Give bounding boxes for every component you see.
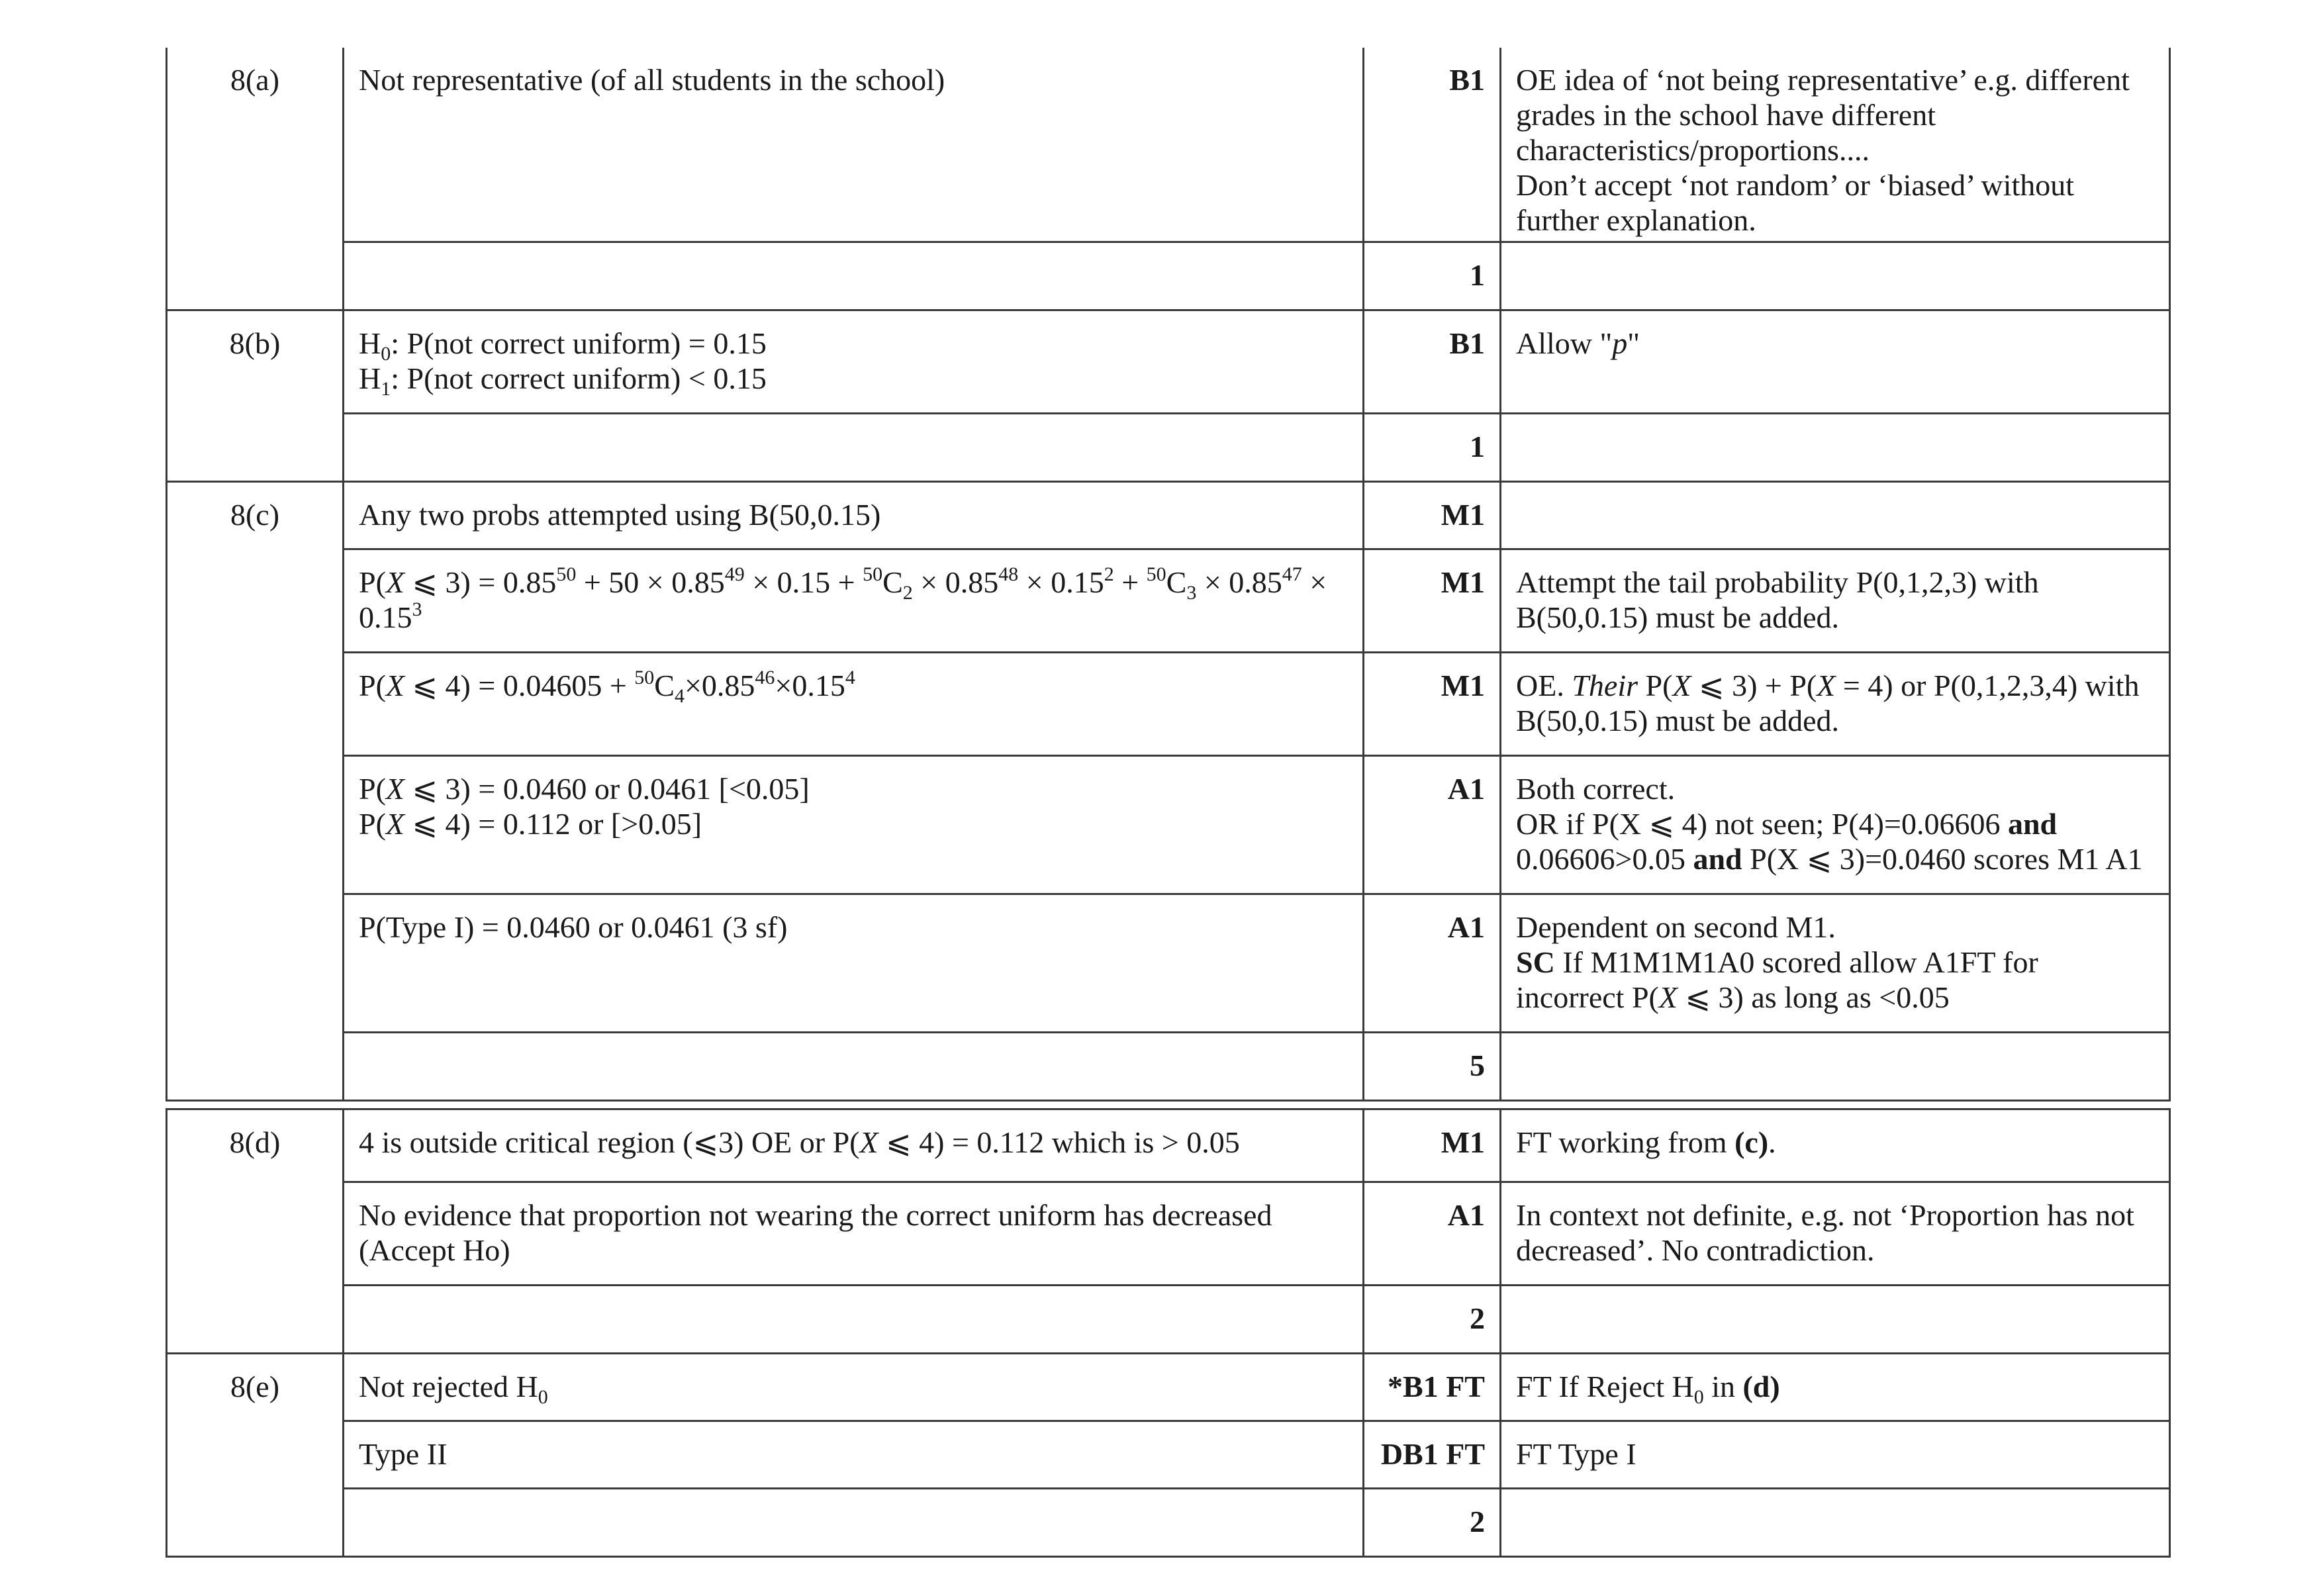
guidance-cell: OE. Their P(X ⩽ 3) + P(X = 4) or P(0,1,2,3,4) with B(50,0.15) must be added. — [1501, 652, 2170, 755]
guidance-cell: Allow "p" — [1501, 310, 2170, 413]
mark-cell: M1 — [1364, 1109, 1501, 1182]
guidance-text: OE idea of ‘not being representative’ e.g. different grades in the school have different characteristics/proportions.... — [1516, 63, 2130, 167]
answer-cell: P(X ⩽ $3) = 0.85^{50} + 50 \times 0.85^{49} \times 0.15 + ^{50}C_2 \times 0.85^{48} \times 0.15^2 + ^{50}C_3 \times 0.85^{47} \times 0.15^3$ — [344, 549, 1364, 652]
answer-cell — [344, 310, 1364, 413]
table-row-total — [167, 1489, 2170, 1557]
table-row — [167, 894, 2170, 1032]
guidance-cell: Attempt the tail probability P(0,1,2,3) with B(50,0.15) must be added. — [1501, 549, 2170, 652]
table-row — [167, 1109, 2170, 1182]
guidance-cell: Dependent on second M1. SC If M1M1M1A0 scored allow A1FT for incorrect P(X ⩽ 3) as long as <0.05 — [1501, 894, 2170, 1032]
guidance-cell: FT working from (c). — [1501, 1109, 2170, 1182]
guidance-text: Don’t accept ‘not random’ or ‘biased’ without further explanation. — [1516, 168, 2075, 237]
table-row — [167, 1182, 2170, 1286]
empty-cell — [1501, 1489, 2170, 1557]
question-label: 8(a) — [167, 48, 344, 310]
empty-cell — [1501, 1286, 2170, 1354]
mark-cell: M1 — [1364, 652, 1501, 755]
mark-cell: A1 — [1364, 894, 1501, 1032]
mark-cell: *B1 FT — [1364, 1354, 1501, 1421]
mark-cell: B1 — [1364, 310, 1501, 413]
table-row — [167, 310, 2170, 413]
guidance-cell — [1501, 481, 2170, 549]
question-label: 8(c) — [167, 481, 344, 1100]
empty-cell — [344, 1489, 1364, 1557]
question-label: 8(e) — [167, 1354, 344, 1557]
total-mark: 5 — [1364, 1032, 1501, 1100]
mark-cell: DB1 FT — [1364, 1421, 1501, 1489]
guidance-cell: Both correct. OR if P(X ⩽ 4) not seen; P(4)=0.06606 and 0.06606>0.05 and P(X ⩽ 3)=0.0460 scores M1 A1 — [1501, 755, 2170, 894]
mark-scheme-table-lower — [166, 1108, 2171, 1558]
empty-cell — [344, 413, 1364, 481]
guidance-cell: In context not definite, e.g. not ‘Proportion has not decreased’. No contradiction. — [1501, 1182, 2170, 1286]
table-row — [167, 755, 2170, 894]
table-row — [167, 652, 2170, 755]
empty-cell — [344, 1032, 1364, 1100]
answer-cell: No evidence that proportion not wearing the correct uniform has decreased (Accept Ho) — [344, 1182, 1364, 1286]
total-mark: 1 — [1364, 242, 1501, 310]
table-row-total — [167, 413, 2170, 481]
table-row-total — [167, 242, 2170, 310]
guidance-cell — [1501, 48, 2170, 242]
table-row-total — [167, 1032, 2170, 1100]
total-mark: 2 — [1364, 1286, 1501, 1354]
table-row — [167, 1354, 2170, 1421]
empty-cell — [344, 1286, 1364, 1354]
null-hypothesis: $H_0$: P(not correct uniform) = 0.15 — [359, 326, 767, 365]
guidance-cell: FT If Reject $H_0$ in (d) — [1501, 1354, 2170, 1421]
table-row-total — [167, 1286, 2170, 1354]
total-mark: 1 — [1364, 413, 1501, 481]
mark-scheme-table-upper — [166, 48, 2171, 1102]
mark-cell: A1 — [1364, 1182, 1501, 1286]
table-row — [167, 48, 2170, 242]
empty-cell — [1501, 413, 2170, 481]
answer-cell: Not rejected $H_0$ — [344, 1354, 1364, 1421]
answer-cell: P(X ⩽ 3) = 0.0460 or 0.0461 [<0.05] P(X ⩽ 4) = 0.112 or [>0.05] — [344, 755, 1364, 894]
mark-cell: A1 — [1364, 755, 1501, 894]
table-row — [167, 549, 2170, 652]
mark-cell: M1 — [1364, 549, 1501, 652]
guidance-cell: FT Type I — [1501, 1421, 2170, 1489]
answer-cell: Not representative (of all students in the school) — [344, 48, 1364, 242]
answer-cell: P(Type I) = 0.0460 or 0.0461 (3 sf) — [344, 894, 1364, 1032]
question-label: 8(d) — [167, 1109, 344, 1354]
answer-cell: P(X ⩽ $4) = 0.04605 + ^{50}C_4\times 0.85^{46}\times 0.15^4$ — [344, 652, 1364, 755]
total-mark: 2 — [1364, 1489, 1501, 1557]
table-row — [167, 1421, 2170, 1489]
mark-cell: M1 — [1364, 481, 1501, 549]
empty-cell — [1501, 1032, 2170, 1100]
answer-cell: 4 is outside critical region (⩽3) OE or P(X ⩽ 4) = 0.112 which is > 0.05 — [344, 1109, 1364, 1182]
empty-cell — [1501, 242, 2170, 310]
question-label: 8(b) — [167, 310, 344, 481]
answer-cell: Type II — [344, 1421, 1364, 1489]
answer-cell: Any two probs attempted using B(50,0.15) — [344, 481, 1364, 549]
alternative-hypothesis: $H_1$: P(not correct uniform) < 0.15 — [359, 361, 767, 400]
mark-cell: B1 — [1364, 48, 1501, 242]
table-row — [167, 481, 2170, 549]
empty-cell — [344, 242, 1364, 310]
